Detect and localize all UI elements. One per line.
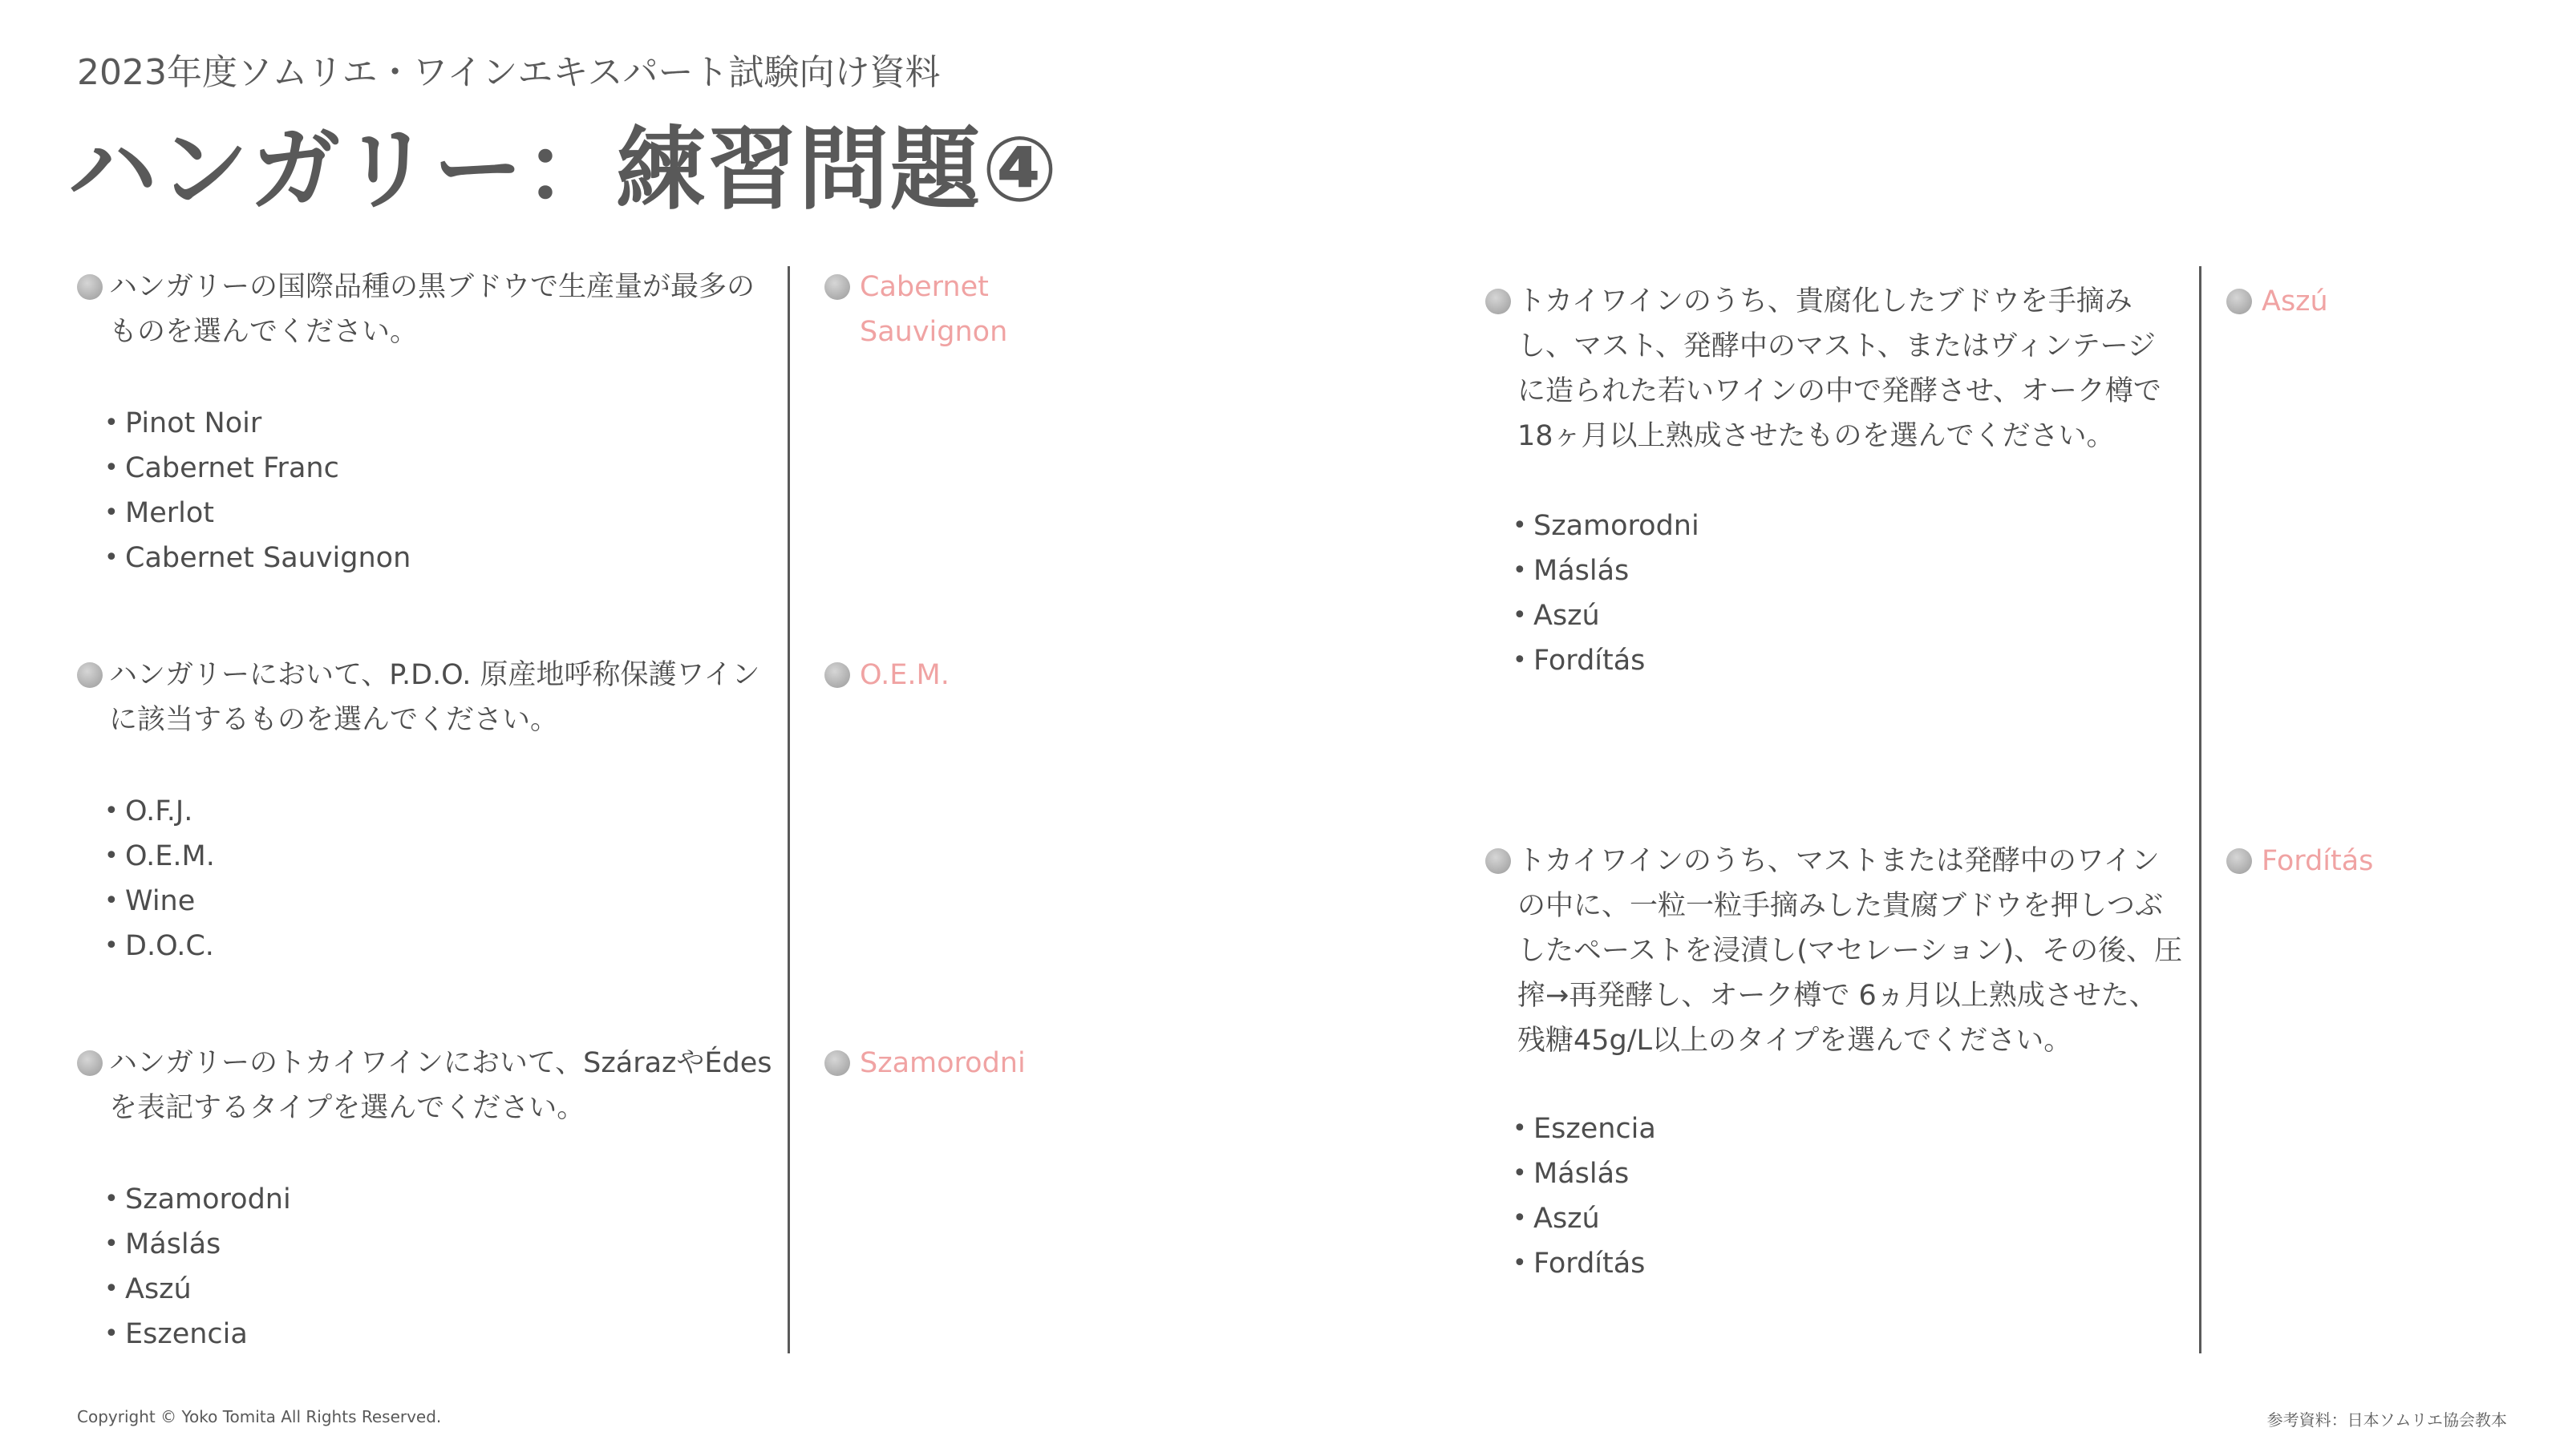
question-text: トカイワインのうち、貴腐化したブドウを手摘みし、マスト、発酵中のマスト、またはヴィンテージに造られた若いワインの中で発酵させ、オーク樽で18ヶ月以上熟成させたものを選んでください。	[1485, 279, 2183, 459]
option-item: • Merlot	[104, 491, 411, 536]
option-item: • O.F.J.	[104, 789, 215, 834]
option-item: • Cabernet Franc	[104, 446, 411, 491]
subtitle: 2023年度ソムリエ・ワインエキスパート試験向け資料	[77, 52, 941, 93]
option-item: • Aszú	[1513, 1196, 1656, 1241]
option-item: • Wine	[104, 879, 215, 924]
option-item: • O.E.M.	[104, 834, 215, 879]
answer-bullet-icon	[824, 1050, 850, 1076]
option-item: • Máslás	[104, 1222, 291, 1267]
question-bullet-icon	[1485, 848, 1511, 874]
answer-bullet-icon	[824, 662, 850, 688]
option-item: • Cabernet Sauvignon	[104, 536, 411, 580]
answer-4: Aszú	[2226, 279, 2566, 324]
option-item: • Szamorodni	[104, 1177, 291, 1222]
answer-bullet-icon	[2226, 289, 2252, 314]
option-list	[104, 401, 411, 580]
answer-1: Cabernet Sauvignon	[824, 265, 1044, 354]
option-item: • D.O.C.	[104, 924, 215, 969]
option-item: • Pinot Noir	[104, 401, 411, 446]
answer-bullet-icon	[824, 274, 850, 300]
question-5	[1485, 839, 2183, 1280]
question-2	[77, 653, 775, 962]
question-text: トカイワインのうち、マストまたは発酵中のワインの中に、一粒一粒手摘みした貴腐ブドウを押しつぶしたペーストを浸漬し(マセレーション)、その後、圧搾→再発酵し、オーク樽で 6ヵ月以上熟成させた、残糖45g/L以上のタイプを選んでください。	[1485, 839, 2183, 1063]
question-1	[77, 265, 775, 574]
question-bullet-icon	[1485, 289, 1511, 314]
question-4	[1485, 279, 2183, 677]
option-item: • Aszú	[1513, 593, 1699, 638]
option-item: • Máslás	[1513, 548, 1699, 593]
option-item: • Fordítás	[1513, 638, 1699, 683]
option-item: • Fordítás	[1513, 1241, 1656, 1286]
option-list	[1513, 1106, 1656, 1286]
option-list	[104, 1177, 291, 1357]
question-bullet-icon	[77, 662, 103, 688]
option-item: • Szamorodni	[1513, 504, 1699, 548]
option-list	[1513, 504, 1699, 683]
question-text: ハンガリーの国際品種の黒ブドウで生産量が最多のものを選んでください。	[77, 265, 775, 354]
answer-5: Fordítás	[2226, 839, 2566, 884]
question-text: ハンガリーのトカイワインにおいて、SzárazやÉdesを表記するタイプを選んでください。	[77, 1041, 775, 1130]
option-list	[104, 789, 215, 969]
answer-3: Szamorodni	[824, 1041, 1181, 1086]
reference-note: 参考資料：日本ソムリエ協会教本	[2266, 1410, 2507, 1430]
question-text: ハンガリーにおいて、P.D.O. 原産地呼称保護ワインに該当するものを選んでください。	[77, 653, 775, 742]
question-bullet-icon	[77, 274, 103, 300]
page-title: ハンガリー：練習問題④	[67, 118, 1059, 222]
answer-2: O.E.M.	[824, 653, 1181, 698]
option-item: • Aszú	[104, 1267, 291, 1312]
option-item: • Eszencia	[104, 1312, 291, 1357]
column-divider-right	[2199, 266, 2201, 1353]
copyright-notice: Copyright © Yoko Tomita All Rights Reserved.	[77, 1407, 442, 1426]
column-divider-left	[788, 266, 790, 1353]
question-bullet-icon	[77, 1050, 103, 1076]
option-item: • Eszencia	[1513, 1106, 1656, 1151]
option-item: • Máslás	[1513, 1151, 1656, 1196]
answer-bullet-icon	[2226, 848, 2252, 874]
question-3	[77, 1041, 775, 1350]
